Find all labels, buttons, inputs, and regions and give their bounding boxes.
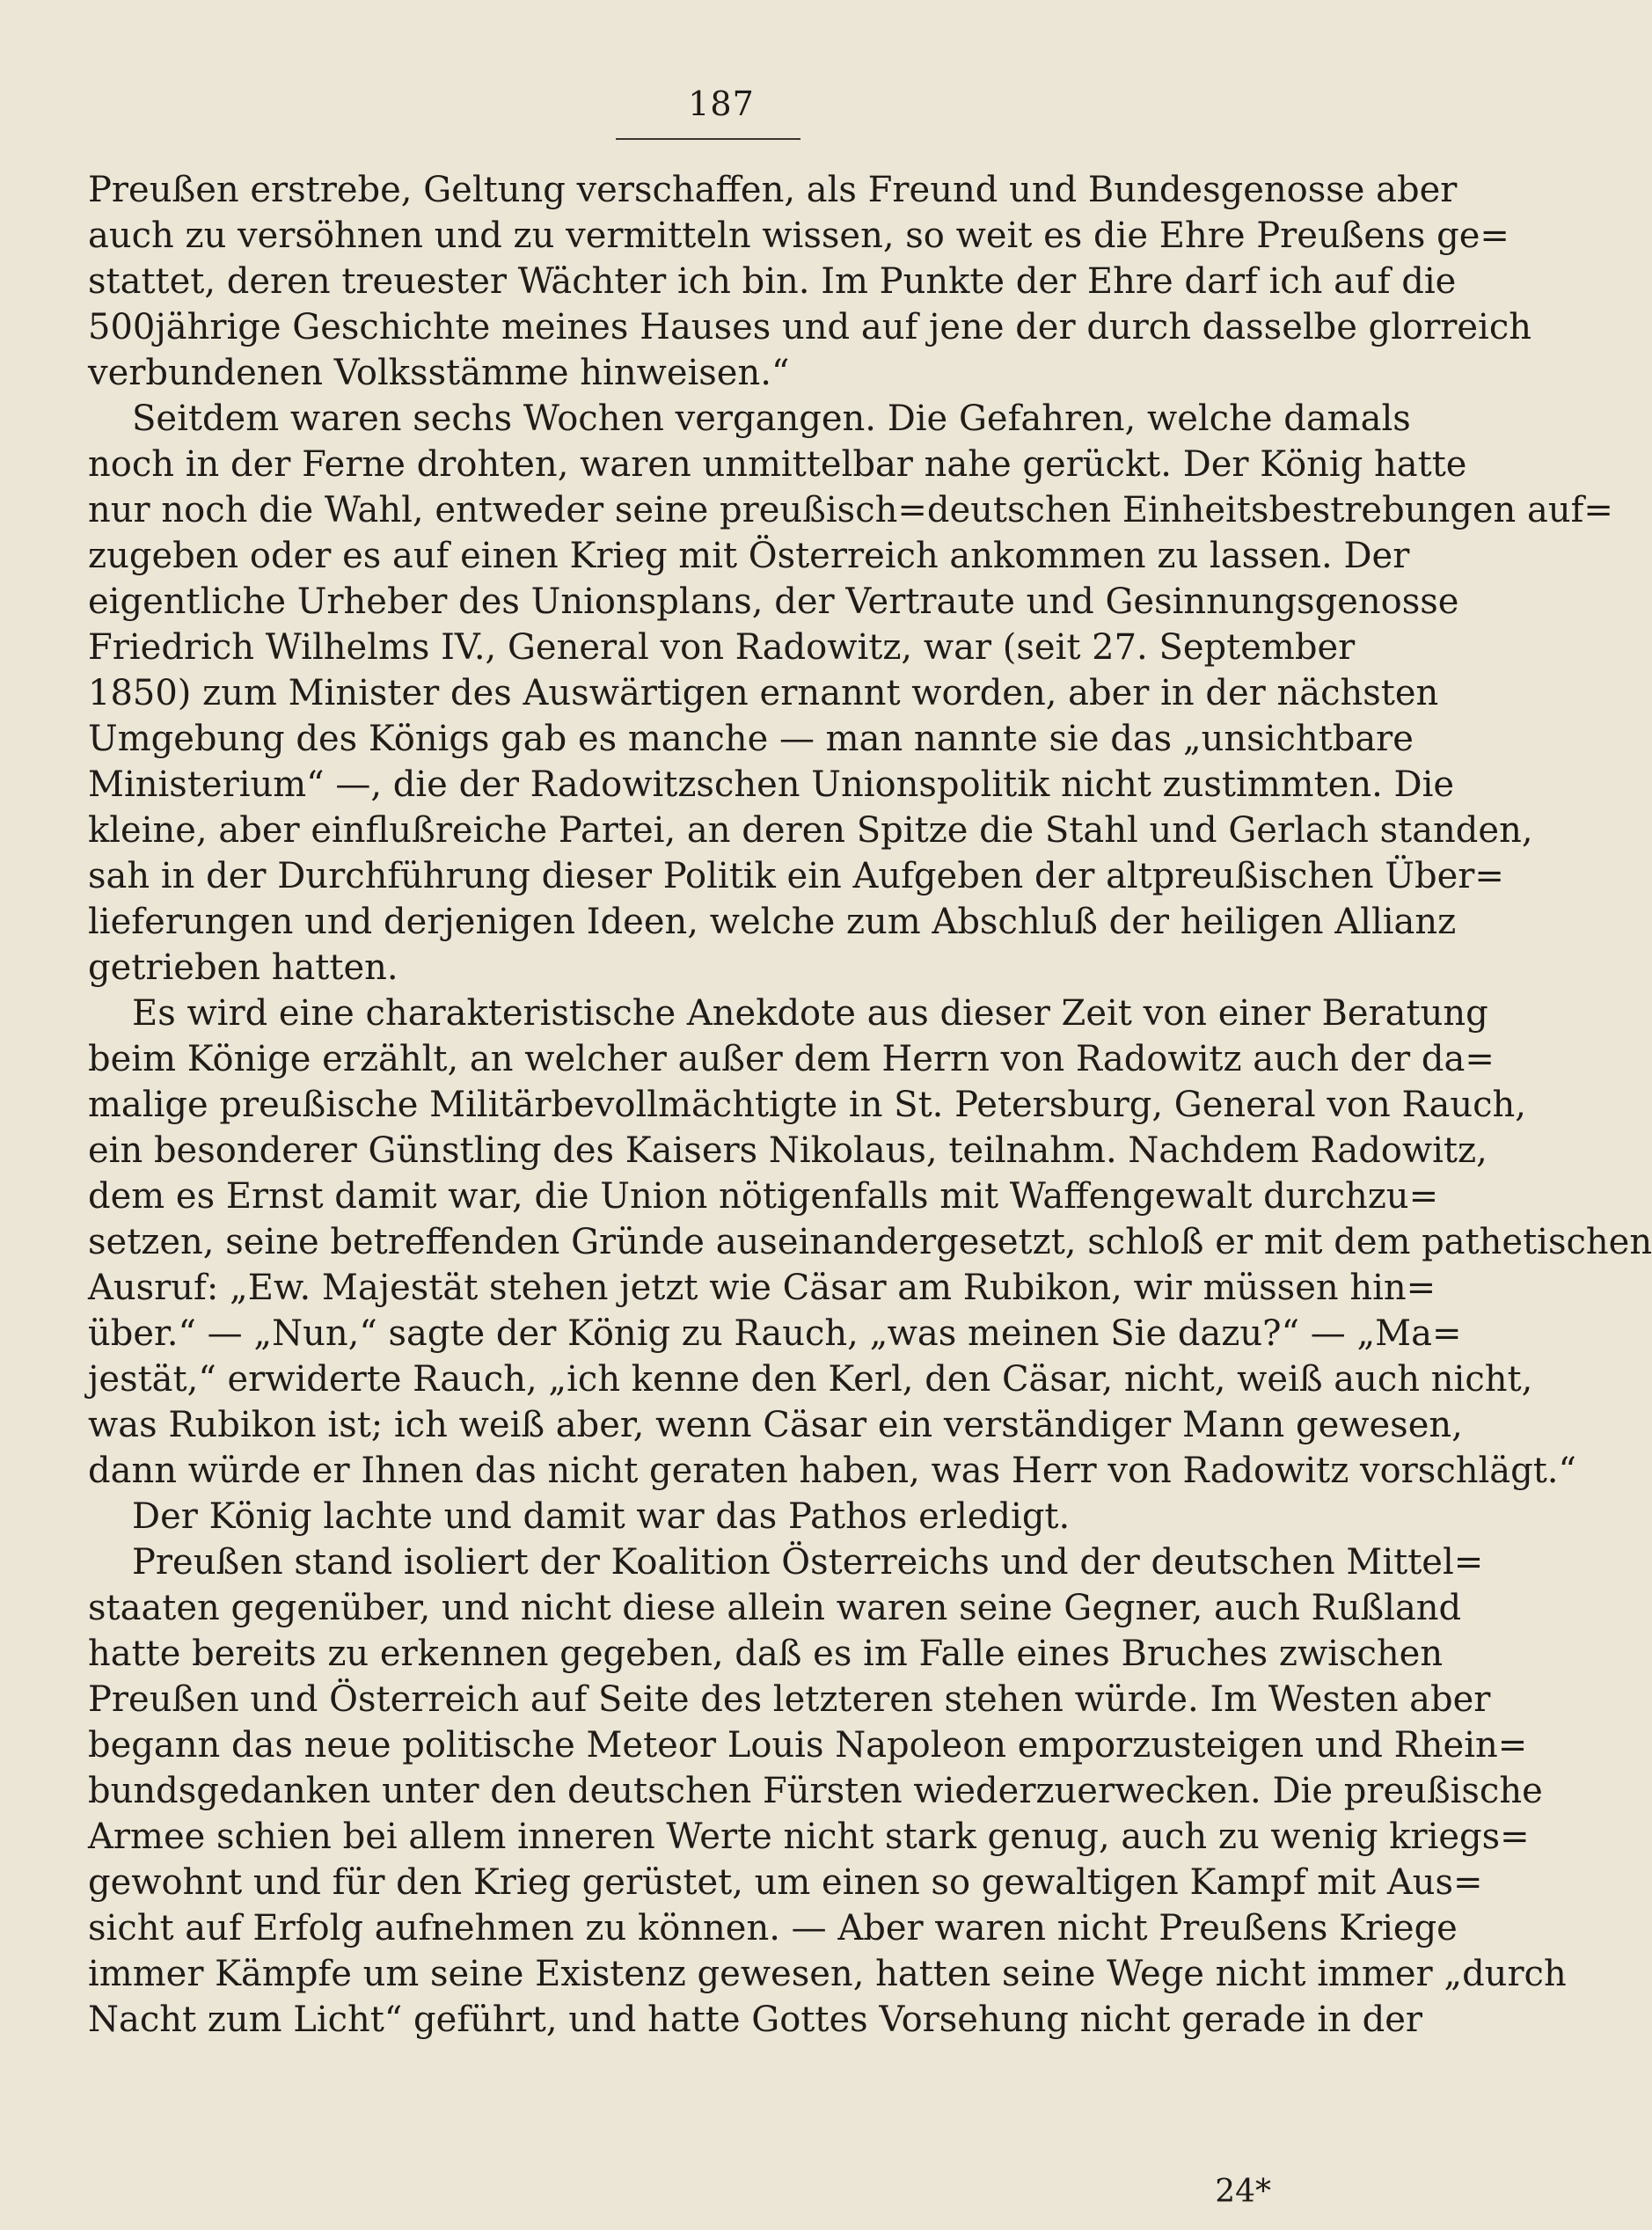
text-line: Nacht zum Licht“ geführt, und hatte Gottes Vorsehung nicht gerade in der	[88, 2000, 1422, 2040]
text-line: lieferungen und derjenigen Ideen, welche zum Abschluß der heiligen Allianz	[88, 902, 1457, 942]
text-line: gewohnt und für den Krieg gerüstet, um einen so gewaltigen Kampf mit Aus=	[88, 1862, 1483, 1903]
text-line: auch zu versöhnen und zu vermitteln wissen, so weit es die Ehre Preußens ge=	[88, 216, 1509, 256]
text-line: zugeben oder es auf einen Krieg mit Österreich ankommen zu lassen. Der	[88, 536, 1410, 576]
text-line: Umgebung des Königs gab es manche — man nannte sie das „unsichtbare	[88, 719, 1414, 759]
text-line: nur noch die Wahl, entweder seine preußisch=deutschen Einheitsbestrebungen auf=	[88, 490, 1613, 530]
text-line: jestät,“ erwiderte Rauch, „ich kenne den Kerl, den Cäsar, nicht, weiß auch nicht,	[88, 1359, 1533, 1400]
text-line: stattet, deren treuester Wächter ich bin. Im Punkte der Ehre darf ich auf die	[88, 261, 1457, 302]
text-line: Ministerium“ —, die der Radowitzschen Unionspolitik nicht zustimmten. Die	[88, 764, 1455, 805]
text-line: setzen, seine betreffenden Gründe auseinandergesetzt, schloß er mit dem pathetischen	[88, 1222, 1652, 1262]
text-line: über.“ — „Nun,“ sagte der König zu Rauch, „was meinen Sie dazu?“ — „Ma=	[88, 1313, 1462, 1354]
text-line: Ausruf: „Ew. Majestät stehen jetzt wie Cäsar am Rubikon, wir müssen hin=	[88, 1268, 1436, 1308]
text-line: malige preußische Militärbevollmächtigte in St. Petersburg, General von Rauch,	[88, 1085, 1526, 1125]
text-line: kleine, aber einflußreiche Partei, an deren Spitze die Stahl und Gerlach standen,	[88, 810, 1533, 851]
text-line: Seitdem waren sechs Wochen vergangen. Die Gefahren, welche damals	[132, 398, 1411, 439]
text-line: dann würde er Ihnen das nicht geraten haben, was Herr von Radowitz vorschlägt.“	[88, 1451, 1576, 1491]
text-line: begann das neue politische Meteor Louis Napoleon emporzusteigen und Rhein=	[88, 1725, 1528, 1766]
signature-mark: 24*	[1215, 2174, 1271, 2210]
text-line: 1850) zum Minister des Auswärtigen ernannt worden, aber in der nächsten	[88, 673, 1439, 713]
text-line: sah in der Durchführung dieser Politik ein Aufgeben der altpreußischen Über=	[88, 856, 1504, 896]
text-line: hatte bereits zu erkennen gegeben, daß es im Falle eines Bruches zwischen	[88, 1634, 1444, 1674]
text-line: noch in der Ferne drohten, waren unmittelbar nahe gerückt. Der König hatte	[88, 444, 1467, 485]
text-line: Friedrich Wilhelms IV., General von Radowitz, war (seit 27. September	[88, 627, 1356, 668]
text-line: 500jährige Geschichte meines Hauses und auf jene der durch dasselbe glorreich	[88, 307, 1531, 347]
text-line: eigentliche Urheber des Unionsplans, der Vertraute und Gesinnungsgenosse	[88, 581, 1459, 622]
text-line: Preußen stand isoliert der Koalition Österreichs und der deutschen Mittel=	[132, 1542, 1484, 1583]
text-line: Der König lachte und damit war das Pathos erledigt.	[132, 1496, 1071, 1537]
text-line: sicht auf Erfolg aufnehmen zu können. — Aber waren nicht Preußens Kriege	[88, 1908, 1458, 1949]
page-number: 187	[688, 84, 755, 123]
text-line: verbundenen Volksstämme hinweisen.“	[88, 353, 790, 393]
text-line: beim Könige erzählt, an welcher außer dem Herrn von Radowitz auch der da=	[88, 1039, 1495, 1079]
text-line: Es wird eine charakteristische Anekdote aus dieser Zeit von einer Beratung	[132, 993, 1488, 1034]
text-line: dem es Ernst damit war, die Union nötigenfalls mit Waffengewalt durchzu=	[88, 1176, 1439, 1217]
text-line: Preußen und Österreich auf Seite des letzteren stehen würde. Im Westen aber	[88, 1679, 1491, 1720]
text-line: bundsgedanken unter den deutschen Fürsten wiederzuerwecken. Die preußische	[88, 1771, 1543, 1811]
text-line: immer Kämpfe um seine Existenz gewesen, hatten seine Wege nicht immer „durch	[88, 1954, 1567, 1994]
text-line: Armee schien bei allem inneren Werte nicht stark genug, auch zu wenig kriegs=	[88, 1817, 1530, 1857]
text-line: getrieben hatten.	[88, 947, 398, 988]
text-line: ein besonderer Günstling des Kaisers Nikolaus, teilnahm. Nachdem Radowitz,	[88, 1130, 1488, 1171]
text-line: was Rubikon ist; ich weiß aber, wenn Cäsar ein verständiger Mann gewesen,	[88, 1405, 1463, 1445]
header-rule	[616, 138, 800, 140]
body-text	[88, 167, 1652, 2043]
text-line: Preußen erstrebe, Geltung verschaffen, als Freund und Bundesgenosse aber	[88, 170, 1458, 210]
text-line: staaten gegenüber, und nicht diese allein waren seine Gegner, auch Rußland	[88, 1588, 1462, 1628]
